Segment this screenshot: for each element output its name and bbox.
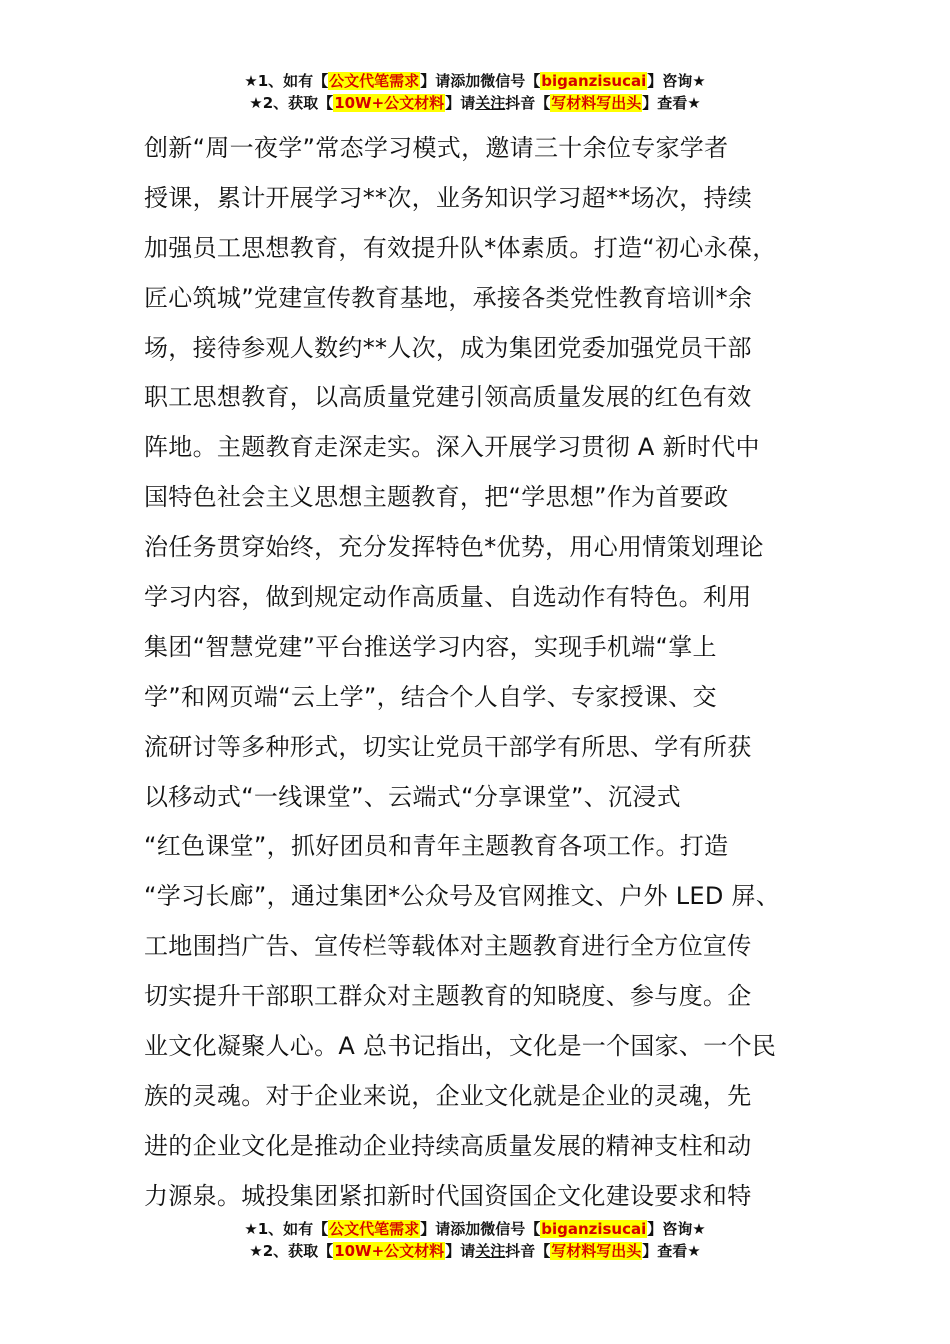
body-line: 业文化凝聚人心。A 总书记指出，文化是一个国家、一个民 (144, 1032, 777, 1061)
body-line: 治任务贯穿始终，充分发挥特色*优势，用心用情策划理论 (144, 533, 764, 562)
footer-line2-mid1: 】请 (445, 1242, 476, 1260)
header-line1-suffix: 】咨询★ (647, 72, 706, 90)
body-line: 学习内容，做到规定动作高质量、自选动作有特色。利用 (144, 583, 752, 612)
body-line: 集团“智慧党建”平台推送学习内容，实现手机端“掌上 (144, 632, 717, 661)
body-line: 国特色社会主义思想主题教育，把“学思想”作为首要政 (144, 483, 729, 512)
footer-line1-suffix: 】咨询★ (647, 1220, 706, 1238)
header-follow-underlined: 关注 (475, 94, 506, 112)
footer-douyin-account: 写材料写出头 (551, 1242, 642, 1260)
header-douyin-account: 写材料写出头 (551, 94, 642, 112)
footer-line2-prefix: ★2、获取【 (249, 1242, 334, 1260)
body-line: 职工思想教育，以高质量党建引领高质量发展的红色有效 (144, 383, 752, 412)
body-line: 匠心筑城”党建宣传教育基地，承接各类党性教育培训*余 (144, 283, 753, 312)
header-line2-suffix: 】查看★ (642, 94, 701, 112)
footer-line2-suffix: 】查看★ (642, 1242, 701, 1260)
body-line: 进的企业文化是推动企业持续高质量发展的精神支柱和动 (144, 1131, 752, 1160)
body-line: 以移动式“一线课堂”、云端式“分享课堂”、沉浸式 (144, 782, 681, 811)
header-banner-line-2 (0, 92, 950, 114)
body-line: 族的灵魂。对于企业来说，企业文化就是企业的灵魂，先 (144, 1081, 752, 1110)
header-wechat-id: biganzisucai (541, 72, 647, 90)
footer-banner-line-2 (0, 1240, 950, 1262)
footer-materials-highlight: 10W+公文材料 (334, 1242, 445, 1260)
header-materials-highlight: 10W+公文材料 (334, 94, 445, 112)
footer-line2-mid2: 抖音【 (505, 1242, 551, 1260)
header-line2-mid2: 抖音【 (505, 94, 551, 112)
footer-banner (0, 1218, 950, 1262)
header-line2-mid1: 】请 (445, 94, 476, 112)
footer-service-highlight: 公文代笔需求 (329, 1220, 420, 1238)
body-line: 授课，累计开展学习**次，业务知识学习超**场次，持续 (144, 183, 753, 212)
header-banner (0, 70, 950, 114)
header-line2-prefix: ★2、获取【 (249, 94, 334, 112)
body-line: 场，接待参观人数约**人次，成为集团党委加强党员干部 (144, 333, 752, 362)
body-line: 流研讨等多种形式，切实让党员干部学有所思、学有所获 (144, 732, 752, 761)
header-line1-mid: 】请添加微信号【 (420, 72, 541, 90)
body-line: “学习长廊”，通过集团*公众号及官网推文、户外 LED 屏、 (144, 882, 781, 911)
body-line: “红色课堂”，抓好团员和青年主题教育各项工作。打造 (144, 832, 729, 861)
footer-line1-mid: 】请添加微信号【 (420, 1220, 541, 1238)
body-line: 学”和网页端“云上学”，结合个人自学、专家授课、交 (144, 682, 717, 711)
header-service-highlight: 公文代笔需求 (329, 72, 420, 90)
body-line: 切实提升干部职工群众对主题教育的知晓度、参与度。企 (144, 982, 752, 1011)
header-banner-line-1 (0, 70, 950, 92)
footer-follow-underlined: 关注 (475, 1242, 506, 1260)
body-line: 工地围挡广告、宣传栏等载体对主题教育进行全方位宣传 (144, 932, 752, 961)
body-line: 创新“周一夜学”常态学习模式，邀请三十余位专家学者 (144, 134, 729, 162)
footer-line1-prefix: ★1、如有【 (244, 1220, 329, 1238)
header-line1-prefix: ★1、如有【 (244, 72, 329, 90)
body-line: 阵地。主题教育走深走实。深入开展学习贯彻 A 新时代中 (144, 433, 760, 462)
footer-wechat-id: biganzisucai (541, 1220, 647, 1238)
document-body (144, 124, 816, 1222)
body-line: 加强员工思想教育，有效提升队*体素质。打造“初心永葆， (144, 233, 777, 262)
body-line: 力源泉。城投集团紧扣新时代国资国企文化建设要求和特 (144, 1181, 752, 1210)
footer-banner-line-1 (0, 1218, 950, 1240)
